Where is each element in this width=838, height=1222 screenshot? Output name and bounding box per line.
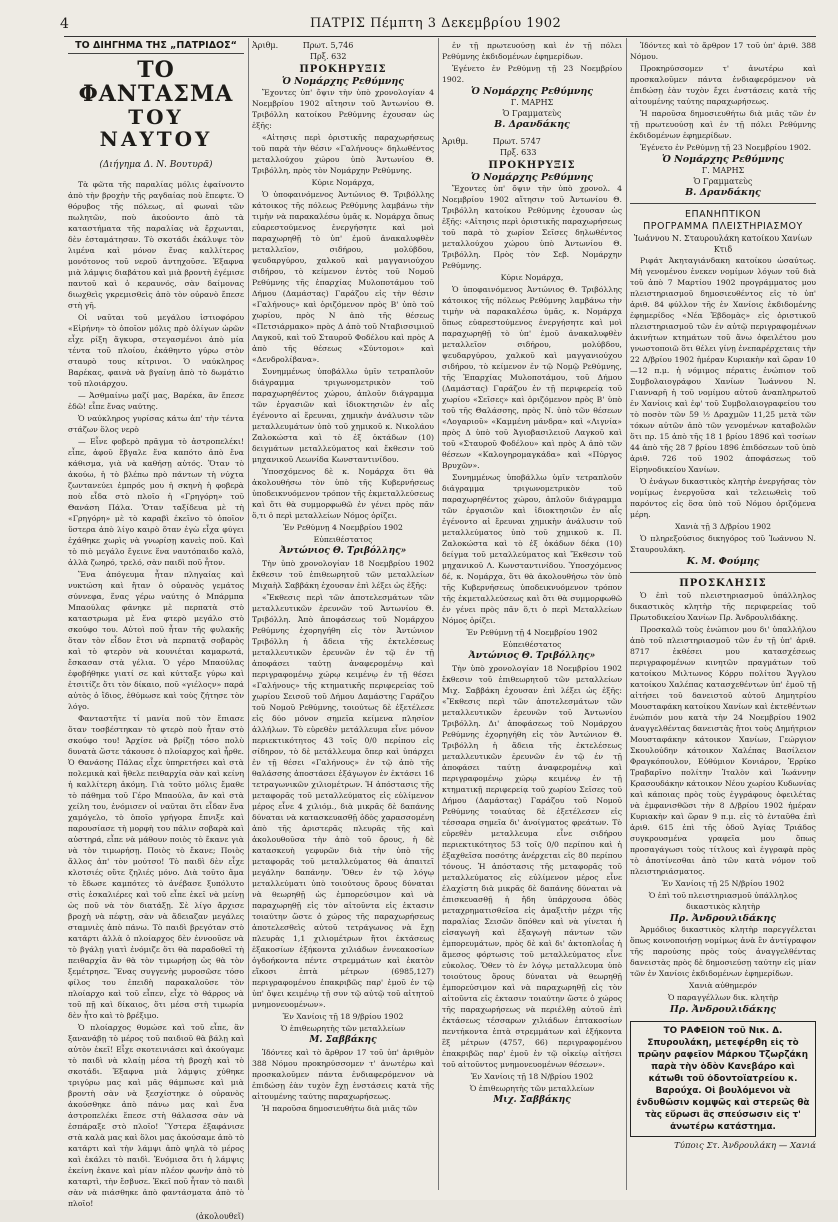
printer-imprint: Τύποις Στ. Ἀνδρουλάκη — Χανιά	[674, 1141, 816, 1151]
summons-heading: ΠΡΟΣΚΛΗΣΙΣ	[679, 578, 767, 589]
proclamation-heading: ΠΡΟΚΗΡΥΞΙΣ	[488, 160, 576, 171]
salutation: Κύριε Νομάρχα,	[311, 178, 375, 187]
proclamation-paragraph: Ὁ ὑποφαινόμενος Ἀντώνιος Θ. Τριβόλλης κάτοικος τῆς πόλεως Ρεθύμνης λαμβάνω τὴν τιμὴν νὰ παρακαλέσω ὑμᾶς κ. Νομάρχα ὅπως εὐαρεστούμενος ἐνεργήσητε καὶ μοὶ παραχωρηθῇ τὸ ὑπ' ἐμοῦ ἀνακαλυφθὲν μεταλλεῖον, σιδήρου, μολύβδου, ψευδαργύρου, χαλκοῦ καὶ μαγγανιούχου σιδήρου, τὸ κείμενον ἐντὸς τοῦ Νομοῦ Ρεθύμνης τῆς ἐπαρχίας Μυλοποτάμου τοῦ Δήμου (Δαμάστας) Γαράζου εἰς τὴν θέσιν «Γαλήνους» καὶ ὁριζόμενον πρὸς Β' ὑπὸ τοῦ χωρίου, πρὸς Ν ἀπὸ τῆς θέσεως «Πετσιάρμακο» πρὸς Δ ἀπὸ τοῦ Νταβισσιμιοῦ Λαγκοῦ, καὶ τοῦ Σταυροῦ Φοδέλου καὶ πρὸς Α ἀπὸ τῆς θέσεως «Σύντομοι» καὶ «Δενδρολίβανα».	[252, 190, 434, 364]
signature: Μ. Σαββάκης	[309, 1035, 377, 1045]
signature: Πρ. Ἀνδρουλιδάκης	[669, 1004, 777, 1015]
tailor-advertisement: ΤΟ ΡΑΦΕΙΟΝ τοῦ Νικ. Δ. Σπυρουλάκη, μετεφέρθη εἰς τὸ πρῶην ραφεῖον Μάρκου Τζωρζάκη παρὰ τὴν ὁδὸν Κανεβάρο καὶ κάτωθι τοῦ ὀδοντοϊατρείου κ. Βαρούχα. Οἱ βουλόμενοι νὰ ἐνδυθῶσιν κομψῶς καὶ στερεῶς θὰ τὰς εὕρωσι ἂς σπεύσωσιν εἰς τ' ἀνωτέρω κατάστημα.	[630, 1021, 816, 1137]
story-paragraph: Ὁ ναύκληρος γυρίσας κάτω ἀπ' τὴν τέντα στάζων ὅλος νερὸ	[68, 414, 244, 434]
notice-paragraph: Ὁ ἐπὶ τοῦ πλειστηριασμοῦ ὑπάλληλος δικαστικὸς κλητὴρ τῆς περιφερείας τοῦ Πρωτοδικείου Χανίων Πρ. Ἀνδρουλιδάκης.	[630, 591, 816, 622]
ref-arith-label: Ἀριθμ.	[442, 137, 469, 146]
story-paragraph: Οἱ ναῦται τοῦ μεγάλου ἱστιοφόρου «Εἰρήνη» τὸ ὁποῖον μόλις πρὸ ὀλίγων ὡρῶν εἶχε ρίξη ἄγκυρα, στεγασμένοι ἀπὸ μία τέντα τοῦ πλοίου, ἐκάθηντο γύρω στὸν σταυρὸ τους κίτρινοι. Ὁ ναύκληρος Βαρέκας, φαινὰ νὰ βγαίνῃ ἀπὸ τὸ δωμάτιο τοῦ πλοιάρχου.	[68, 313, 244, 388]
proclamation-column-1	[252, 40, 434, 1190]
proclamation-paragraph: Συνημμένως ὑποβάλλω ὑμῖν τετραπλοῦν διάγραμμα τριγωνομετρικὸν τοῦ παραχωρηθέντος χώρου, ἁπλοῦν διάγραμμα τῶν ἐργασιῶν καὶ ἰδιοκτησιῶν ἐν αἷς ἐγένοντο αἱ ἔρευναι χημικὴν ἀνάλυσιν τοῦ μεταλλεύματος ὑπὸ τοῦ χημικοῦ κ. Π. Ζαλοκώστα καὶ τὸ ἐξ ὀκάδων δέκα (10) δείγμα τοῦ μεταλλεύματος καὶ Ἔκθεσιν τοῦ μηχανικοῦ Λ. Κωνσταντινίδου. Ὑποσχόμενος δέ, κ. Νομάρχα, ὅτι θὰ ἀκολουθήσω τὸν ὑπὸ τῆς Κυβερνήσεως ὑποδεικνυόμενον τρόπον τῆς ἐκμεταλλεύσεως καὶ ὅτι θὰ συμμορφωθῶ ἐν γένει πρὸς πᾶν ὅ,τι ὁ περὶ Μεταλλείων Νόμος ὁρίζει.	[442, 473, 622, 625]
issuing-authority: Ὁ Νομάρχης Ρεθύμνης	[470, 86, 594, 97]
signature: Ἀντώνιος Θ. Τριβόλλης»	[468, 651, 596, 661]
reference-numbers	[442, 136, 622, 158]
closing: Εὐπειθέστατος	[313, 535, 373, 544]
masthead-rule	[64, 36, 816, 37]
dateline: Ἐν Ρεθύμνῃ 4 Νοεμβρίου 1902	[283, 523, 403, 532]
story-title-line1: ΤΟ ΦΑΝΤΑΣΜΑ	[78, 57, 234, 107]
story-column	[68, 40, 244, 1221]
inspector-title: Ὁ ἐπιθεωρητὴς τῶν μεταλλείων	[280, 1024, 406, 1033]
issuing-authority: Ὁ Νομάρχης Ρεθύμνης	[470, 172, 594, 183]
story-paragraph: Τὰ φῶτα τῆς παραλίας μόλις ἐφαίνοντο ἀπὸ τὴν βροχὴν τῆς ραγδαίας ποὺ ἔπεφτε. Ὁ θόρυβος τῆς πόλεως, αἱ φωναὶ τῶν πωλητῶν, ποὺ ἀκούοντο ἀπὸ τὰ καταστήματα τῆς παραλίας νὰ ἔρχωνται, δὲν ἐσταμάτησαν. Τὸ σκοτάδι ἐκάλυψε τὸν λιμένα καὶ μόνον ἕνας καλλίτερος μονότονος τοῦ νεροῦ ἀντηχοῦσε. Ἐξαφνα μιὰ λάμψις διαβάτου καὶ μιὰ βροντὴ ἐγέμισε παντοῦ καὶ ὁ κεραυνός, σὰν δαίμονας διωχθεὶς γκρεμισθεὶς ἀπὸ τὸν οὐρανὸ ἔπεσε στὴ γῆ.	[68, 180, 244, 310]
secretary-label: Ὁ Γραμματεὺς	[693, 177, 753, 186]
notice-paragraph: Ὁ ἐνάγων δικαστικὸς κλητὴρ ἐνεργήσας τὸν νομίμως ἐνεργοῦσα καὶ τελειωθεὶς τοῦ παρόντος εἰς ὅσα ὑπὸ τοῦ Νόμου ὁριζόμενα μέρη.	[630, 477, 816, 519]
proclamation-paragraph: «Ἔκθεσις περὶ τῶν ἀποτελεσμάτων τῶν μεταλλευτικῶν ἐρευνῶν τοῦ Ἀντωνίου Θ. Τριβόλλη. Ἀπὸ ἀποφάσεως τοῦ Νομάρχου Ρεθύμνης ἐχορηγήθη εἰς τὸν Ἀντώνιον Τριβόλλη ἡ ἄδεια τῆς ἐκτελέσεως μεταλλευτικῶν ἐρευνῶν ἐν τῷ ἐν τῇ ἀποφάσει ταύτῃ ἀναφερομένῳ καὶ περιγραφομένῳ χώρῳ κειμένῳ ἐν τῇ θέσει «Γαλήνους» τῆς κτηματικῆς περιφερείας τοῦ χωρίου Σεισοῦ τοῦ Δήμου Δαμάστης Γαράζου τοῦ Νομοῦ Ρεθύμνης, τοιούτως δὲ ἐξετέλεσε εἰς δύο μόνον σημεῖα κείμενα πλησίον ἀλλήλων. Τὸ εὑρεθὲν μετάλλευμα εἶνε μόνον περιεκτικότητος 43 τοῖς 0/0 περίπου εἰς σίδηρον, τὸ δὲ μετάλλευμα ὅπερ καὶ ὑπάρχει ἐν τῇ θέσει «Γαλήνους» ἐν τῷ ἀπὸ τῆς θαλάσσης ἀποστάσει ἐξάγωγον ἐν ἐκτάσει 16 τετραγωνικῶν χιλιομέτρων. Ἡ ἀπόστασις τῆς μεταφορᾶς τοῦ μεταλλεύματος εἰς εὐλίμενον μέρος εἶνε 4 χιλιόμ., διὰ μικρᾶς δὲ δαπάνης δύναται νὰ κατασκευασθῇ ὁδὸς χαρασσομένη ἀπὸ τῆς ἀριστερᾶς πλευρᾶς τῆς καὶ ἀκολουθοῦσα τὴν ἀπὸ τοῦ ὄρους, ἡ δὲ κατασκευὴ γεφυρῶν διὰ τὴν ὑπὸ τῆς μεταφορᾶς τοῦ μεταλλεύματος θὰ ἀπαιτεῖ μεγάλην δαπάνην. Ὅθεν ἐν τῷ λόγῳ μεταλλεύματι ὑπὸ τοιούτους ὅρους δύναται νὰ θεωρηθῇ ὡς ἐμπορεύσιμον καὶ νὰ παραχωρηθῇ εἰς τὸν αἰτοῦντα εἰς ἐκτασιν τοιαύτην ὥστε ὁ χώρος τῆς παραχωρήσεως ἀποτελεσθεὶς αὐτοῦ τετράγωνος νὰ ἔχῃ πλευρὰς 1,1 χιλιομέτρων ἤτοι ἐκτάσεως ἑξακοσίων ἑξήκοντα χιλιάδων ἐννεακοσίων ὀγδοήκοντα πέντε στρεμμάτων καὶ ἑκατὸν εἴκοσι ἑπτὰ μέτρων (6985,127) περιγραφομένου ἐπακριβῶς παρ' ἐμοῦ ἐν τῷ ὑπ' ὄψει κειμένῳ τῇ συν τῷ αὐτῷ τοῦ αἰτητοῦ μνημονευομένων».	[252, 593, 434, 1009]
story-paragraph: — Ἀσθμαίνω μαζί μας, Βαρέκα, ἂν ἔπεσε ἐδῶ! εἶπε ἕνας ναύτης.	[68, 391, 244, 411]
signature: Μιχ. Σαββάκης	[493, 1095, 571, 1105]
signature: Κ. Μ. Φούμης	[686, 556, 760, 567]
proclamation-heading: ΠΡΟΚΗΡΥΞΙΣ	[299, 64, 387, 75]
auction-subheading: Ἰωάννου Ν. Σταυρουλάκη κατοίκου Χανίων Κτιδ	[633, 234, 813, 254]
proclamation-paragraph: Ἔχοντες ὑπ' ὄψιν τὴν ὑπὸ χρονολογίαν 4 Νοεμβρίου 1902 αἴτησιν τοῦ Ἀντωνίου Θ. Τριβόλλη κατοίκου Ρεθύμνης ἐχουσαν ὡς ἑξῆς:	[252, 88, 434, 130]
notice-paragraph: Ἀρμόδιος δικαστικὸς κλητὴρ παρεγγέλεται ὅπως κοινοποιήσῃ νομίμως ἀνὰ ἓν ἀντίγραφον τῆς παρούσης πρὸς τοὺς ἀναγγελθέντας δανειστὰς πρὸς δὲ δημοσιεύσῃ ταύτην εἰς μίαν τῶν ἐν Χανίοις ἐκδιδομένων ἐφημερίδων.	[630, 925, 816, 978]
notice-divider	[630, 572, 816, 573]
dateline: Χανιὰ τῇ 3 Δ/βρίου 1902	[674, 522, 772, 531]
secretary-name: Β. Δρανδάκης	[494, 119, 570, 130]
ref-prax: Πρξ. 632	[310, 52, 347, 61]
authority-name: Γ. ΜΑΡΗΣ	[701, 166, 745, 175]
proclamation-paragraph: Ὁ ὑποφαινόμενος Ἀντώνιος Θ. Τριβόλλης κάτοικος τῆς πόλεως Ρεθύμνης λαμβάνω τὴν τιμὴν νὰ παρακαλέσω ὑμᾶς, κ. Νομάρχα ὅπως εὐαρεστούμενος ἐνεργήσητε καὶ μοὶ παραχωρηθῇ τὸ ὑπ' ἐμοῦ ἀνακαλυφθὲν μεταλλεῖον σιδήρου, μολύβδου, ψευδαργύρου, χαλκοῦ καὶ μαγγανιούχου σιδήρου, τὸ κείμενον ἐν τῷ Νομῷ Ρεθύμνης, τῆς Ἐπαρχίας Μυλοποτάμου, τοῦ Δήμου (Δαμάστας) Γαράζου ἐν τῇ περιφερείᾳ τοῦ χωρίου «Σεῖσες» καὶ ὁριζόμενον πρὸς Β' ὑπὸ τοῦ τῆς Θαλάσσης, πρὸς Ν. ὑπὸ τῶν θέσεων «Λογαριοῦ» «Καμμένη μάνδρα» καὶ «Λιγνία» πρὸς Δ ὑπὸ τοῦ Ἀγιοβασιλειοῦ Λαγκοῦ καὶ τοῦ «Σταυροῦ Φοδέλου» καὶ πρὸς Α ἀπὸ τῶν θέσεων «Καλογηρομαγκάδα» καὶ «Πύργος Βρυχῶν».	[442, 285, 622, 470]
inspector-title: Ὁ ἐπιθεωρητὴς τῶν μεταλλείων	[469, 1084, 595, 1093]
proclamation-paragraph: Ὑποσχόμενος δὲ κ. Νομάρχα ὅτι θὰ ἀκολουθήσω τὸν ὑπὸ τῆς Κυβερνήσεως ὑποδεικνυόμενον τρόπον τῆς ἐκμεταλλεύσεως καὶ ὅτι θὰ συμμορφωθῶ ἐν γένει πρὸς πᾶν ὅ,τι ὁ περὶ μεταλλείων Νόμος ὁρίζει.	[252, 467, 434, 520]
ref-arith-label: Ἀριθμ.	[252, 41, 279, 50]
proclamation-paragraph: Τὴν ὑπὸ χρονολογίαν 18 Νοεμβρίου 1902 ἔκθεσιν τοῦ ἐπιθεωρητοῦ τῶν μεταλλείων Μιχαὴλ Σαββάκη ἐχουσαν ἐπὶ λέξει ὡς ἑξῆς:	[252, 559, 434, 590]
story-paragraph: Ἕνα ἀπόγευμα ἦταν πληγαίας καὶ νυκτώση καὶ ἤταν ὁ οὐρανὸς γεμάτος σύννεφα, ἕνας γέρω ναύτης ὁ Μπάρμπα Μπαούλας φάνηκε μὲ περπατὰ στὸ καταστρωμα μὲ ἕνα φτερὸ μεγάλο στὸ σκούφο του. Αὐτοὶ ποῦ ἦταν τῆς φυλακῆς ὅταν τὸν εἶδον ἔτσι νὰ περπατᾷ σοβαρὸς καὶ τὸ φτερὸν νὰ κουνιέται καμαρωτά, ἔσκασαν στὰ γέλια. Ὁ γέρο Μπαούλας ἐφοβήθηκε γιατί σε καὶ κύτταξε γύρω καὶ ἐτσιτίζε ὅτι τὸν δίκαιο, ποῦ «γιέλοςν» παρά αὐτὸς ὁ ἴδιος, ἐθύμωσε καὶ τοὺς ζήτησε τὸν λόγο.	[68, 570, 244, 711]
ref-prax: Πρξ. 633	[500, 148, 537, 157]
notice-paragraph: Ἡ παροῦσα δημοσιευθήτω διὰ μιᾶς τῶν ἐν τῇ πρωτευούσῃ καὶ ἐν τῇ πόλει Ρεθύμνης ἐκδιδομένων ἐφημερίδων.	[630, 109, 816, 140]
story-paragraph: Φανταστῆτε τί μανία ποῦ τὸν ἔπιασε ὅταν τοσβέστηκαν τὸ φτερὸ ποὺ ἦταν στὸ σκούφο του! Ἀρχίσε νὰ βρίζῃ τόσο πολὺ δυνατὰ ὥστε τάκουσε ὁ πλοίαρχος καὶ ἦρθε. Ὁ Θανάσης Πάλας εἶχε ὑπηρετήσει καὶ στὰ πολεμικὰ καὶ ἤθελε πειθαρχία σὰν καὶ κείνη ἡ καλλίτερη ἀκόμη. Γιὰ τοῦτο μόλις ἔμαθε τὸ πάθημα τοῦ Γέρο Μπαούλα, ἄν καὶ στὰ χείλη του, ἐνόμισεν οἱ ναῦται ὅτι εἶδαν ἕνα χαμόγελο, τὸ ὁποῖο γρήγορα ἔπνιξε καὶ παρουσίασε τὴ μορφὴ του πάλιν σοβαρὰ καὶ αὐστηρά, εἶπε νὰ μάθουν ποιὸς τὸ ἔκανε γιὰ νὰ τὸν τιμωρήσῃ. Ποιὸς τὸ ἔκανε; Ποιὸς ἄλλος ἀπ' τὸν μούτσο! Τὸ παιδὶ δὲν εἶχε κλοτσιές οὔτε ζηλιές μόνο. Διὰ τοῦτο ἅμα τὸ ἔδωσε καμπότες τὸ ἀνέβασε ξυπόλυτο στὶς ἐσκαλιέρες καὶ τοῦ εἶπε ἐκεῖ νὰ μείνῃ ὡς ποῦ νὰ τὸν διατάξῃ. Σὲ λίγο ἄρχισε βροχὴ νὰ πέφτῃ, σὰν νὰ ἄδειαζαν μεγάλες σταμνιὲς ἀπὸ πάνω. Τὸ παιδὶ βρεγόταν στὸ κατάρτι ἀλλὰ ὁ πλοίαρχος δὲν ἐννοοῦσε νὰ τὸ βγάλῃ γιατὶ ἐνόμιζε ὅτι θὰ παραδοθεῖ τὴ πειθαρχία ἂν θὰ τὸν τιμωρήσῃ ὡς θὰ τὸν ξεμέτρησε. Ἕνας συγγενὴς μυροσῶσε τόσο φίλος του ἐπειδὴ παρακαλοῦσε τὸν πλοίαρχο καὶ τοῦ εἶπεν, εἶχε τὸ θάρρος νὰ τοῦ πῇ καὶ δίκαιος, ὅτι μέσα στὴ τιμωρία δὲν ἦτο καὶ τὸ βρέξιμο.	[68, 714, 244, 1020]
proclamation-paragraph: ἐν τῇ πρωτευούσῃ καὶ ἐν τῇ πόλει Ρεθύμνης ἐκδιδομένων ἐφημερίδων.	[442, 41, 622, 61]
story-continued: (ἀκολουθεῖ)	[195, 1212, 244, 1221]
dateline: Ἐν Ρεθύμνῃ τῇ 4 Νοεμβρίου 1902	[466, 628, 598, 637]
masthead	[60, 16, 820, 34]
story-byline: (Διήγημα Δ. Ν. Βουτυρᾶ)	[99, 160, 213, 170]
story-title-line2: ΤΟΥ ΝΑΥΤΟΥ	[99, 105, 213, 151]
proclamation-column-2	[442, 40, 622, 1190]
notice-paragraph: Προκηρύσσομεν τ' ἀνωτέρω καὶ προσκαλοῦμεν πάντα ἐνδιαφερόμενον νὰ ἐπιδώσῃ ἐὰν τυχὸν ἔχει ἐνστάσεις κατὰ τῆς αἰτουμένης ταύτης παραχωρήσεως.	[630, 64, 816, 106]
notice-divider	[630, 203, 816, 204]
signature: Ἀντώνιος Θ. Τριβόλλης»	[279, 546, 407, 556]
auction-heading-line1: ΕΠΑΝΗΠΤΙΚΟΝ	[685, 209, 761, 220]
dateline: Ἐν Χανίοις τῇ 18 9/βρίου 1902	[282, 1012, 404, 1021]
notice-paragraph: Προσκαλῶ τοὺς ἑνώπιον μου δι' ὑπαλλήλου ἀπὸ τοῦ πλειστηριασμοῦ τῶν ἐν τῇ ὑπ' ἀριθ. 8717 ἐκθέσει μου κατασχέσεως περιγραφομένων κινητῶν πραγμάτων τοῦ κατοίκου Μιλτωνος Κόρρυ πολίτου Ἄγγλου κατοίκου Χαλέπας κατασχεθέντων ὑπ' ἐμοῦ τῇ αἰτήσει τοῦ δανειστοῦ αὐτοῦ Δημητρίου Μουσταφάκη κατοίκου Χανίων καὶ ἐκτεθέντων ἐνώπιόν μου κατὰ τὴν 24 Νοεμβρίου 1902 ἀναγγελθέντας δανειστὰς ἤτοι τοὺς Δημήτριον Μουσταφάκην κάτοικον Χανίων, Γεώργιον Σκουλούδην κάτοικον Χαλέπας Βασίλειον Φραγκόπουλον, Εὐθύμιον Κονιάρον, Ἐρρίκο Τραβαρῖνο πολίτην Ἰταλὸν καὶ Ἰωάννην Κρασουδάκην κάτοικον Νέου χωρίου Κυδωνίας καὶ κάποιας πρὸς τοὺς ἐγγράφους ὀφειλέτας νὰ ἐμφανισθῶσι τὴν 8 Δ/βρίου 1902 ἡμέραν Κυριακὴν καὶ ὥραν 9 π.μ. εἰς τὸ ἐνταῦθα ἐπὶ ἀριθ. 615 ἐπὶ τῆς ὁδοῦ Ἀγίας Τριάδος συγκρουσμένα γραφεῖα μου ὅπως προσαγάγωσι τοὺς τίτλους καὶ ἐγγραφὰ πρὸς τὸ ἀποτίνεσθαι ἀπὸ τῶν κατὰ νόμον τοῦ πλειστηριάσματος.	[630, 625, 816, 876]
proclamation-paragraph: Ἰδόντες καὶ τὸ ἄρθρον 17 τοῦ ὑπ' ἀριθμὸν 388 Νόμου προκηρύσσομεν τ' ἀνωτέρω καὶ προσκαλοῦμεν πάντα ἐνδιαφερόμενον νὰ ἐπιδώσῃ ἐὰν τυχὸν ἔχῃ ἐνστάσεις κατὰ τῆς αἰτουμένης ταύτης παραχωρήσεως.	[252, 1048, 434, 1101]
notices-column	[630, 40, 816, 1190]
notice-paragraph: Ριφάτ Ἀκηταγιάνδακη κατοίκου ὡσαύτως. Μὴ γενομένου ἐνεκεν νομίμων λόγων τοῦ διὰ τοῦ ἀπὸ 7 Μαρτίου 1902 προγράμματος μου πλειστηριασμοῦ δημοσιευθέντος εἰς τὸ ὑπ' ἀριθ. 84 φύλλον τῆς ἐν Χανίοις ἐκδιδομένης ἐφημερίδος «Νέα Ἑβδομὰς» εἰς ὁριστικοῦ πλειστηριασμοῦ τῶν ἐν αὐτῷ περιγραφομένων ἀκινήτων κτημάτων τοῦ ἄνω ὀφειλέτου μου γνωστοποιῶ ὅτι θέλει γίνῃ ἐνεπαρέρχεταις τὴν 22 Δ/βρίου 1902 ἡμέραν Κυριακὴν καὶ ὥραν 10—12 π.μ. ἡ νόμιμος πέρατις ἐνώπιον τοῦ Συμβολαιογράφου Χανίων Ἰωάννου Ν. Γιανναρῆ ἡ τοῦ νομίμου αὐτοῦ ἀναπληρωτοῦ ἐν Χανίοις καὶ ἐφ' τοῦ Συμβολαιογραφείου του τὸ ποσὸν τῶν 59 ½ Δραχμῶν 11,25 μετὰ τῶν τόκων αὐτῶν ἀπὸ τῶν γενομένων καταβολῶν ὅτι πρ. 15 ἀπὸ τῆς 18 1 βρίου 1896 καὶ τοσίων 44 ἀπὸ τῆς 28 7 βρίου 1896 ἐπιδόσεων τοῦ ὑπὸ ἀριθ. 726 τοῦ 1902 ἀποφάσεως τοῦ Εἰρηνοδικείου Χανίων.	[630, 256, 816, 474]
notice-paragraph: Ἐγένετο ἐν Ρεθύμνῃ τῇ 23 Νοεμβρίου 1902.	[640, 143, 812, 152]
notice-paragraph: Ὁ πληρεξούσιος δικηγόρος τοῦ Ἰωάννου Ν. Σταυρουλάκη.	[630, 534, 816, 554]
auction-heading-line2: ΠΡΟΓΡΑΜΜΑ ΠΛΕΙΣΤΗΡΙΑΣΜΟΥ	[643, 221, 803, 232]
authority-name: Γ. ΜΑΡΗΣ	[510, 98, 554, 107]
official-title: Ὁ ἐπὶ τοῦ πλειστηριασμοῦ ὑπάλληλος δικαστικὸς κλητὴρ	[648, 891, 798, 911]
story-kicker: ΤΟ ΔΙΗΓΗΜΑ ΤΗΣ „ΠΑΤΡΙΔΟΣ“	[68, 40, 244, 54]
official-title: Ὁ παραγγέλλων δικ. κλητὴρ	[667, 993, 779, 1002]
reference-numbers	[252, 40, 434, 62]
story-paragraph: — Εἶνε φοβερὸ πρᾶγμα τὸ ἀστροπελέκι! εἶπε, ἀφοῦ ἔβγαλε ἕνα καπότο ἀπὸ ἔνα κάθισμα, γιὰ νὰ καθήσῃ αὐτός. Ὅταν τὸ ἀκούω, ἡ τὸ βλέπω πρὸ πάντων τὴ νύχτα ζωντανεύει ἐμπρός μου ἡ σκηνὴ ἡ φοβερὰ ποὺ εἶδα στὸ πλοῖο ἡ «Γρηγόρη» τοῦ Θανάση Πάλα. Ὅταν ταξίδευα μὲ τὴ «Γρηγόρη» μὲ τὸ καραβὶ ἐκεῖνο τὸ ὁποῖον ὕστερα ἀπὸ λίγο καιρὸ ὅταν ἐγὼ εἶχα φύγει ἐχάθηκε χωρὶς νὰ γνωρίσῃ κανεὶς ποῦ. Καὶ τὸ πιὸ μεγάλο ἔγεινε ἕνα ναυτόπαιδο καλὸ, ἀλλὰ ζωηρό, τρελό, σὰν παιδὶ ποῦ ἦτον.	[68, 437, 244, 567]
proclamation-paragraph: Τὴν ὑπὸ χρονολογίαν 18 Νοεμβρίου 1902 ἔκθεσιν τοῦ ἐπιθεωρητοῦ τῶν μεταλλείων Μιχ. Σαββάκη ἐχουσαν ἐπὶ λέξει ὡς ἑξῆς: «Ἔκθεσις περὶ τῶν ἀποτελεσμάτων τῶν μεταλλευτικῶν ἐρευνῶν τοῦ Ἀντωνίου Τριβόλλη. Δι' ἀποφάσεως τοῦ Νομάρχου Ρεθύμνης ἐχορηγήθη εἰς τὸν Ἀντώνιον Θ. Τριβόλλη ἡ ἄδεια τῆς ἐκτελέσεως μεταλλευτικῶν ἐρευνῶν ἐν τῷ ἐν τῇ ἀποφάσει ταύτῃ ἀναφερομένῳ καὶ περιγραφομένῳ χώρῳ κειμένῳ ἐν τῇ κτηματικῇ περιφερείᾳ τοῦ χωρίου Σεῖσες τοῦ Δήμου (Δαμάστας) Γαράζου τοῦ Νομοῦ Ρεθύμνης τοιαύτας δὲ ἐξετέλεσεν εἰς τέσσαρα σημεῖα δι' ἀνοίγματος φρεάτων. Τὸ εὑρεθὲν μεταλλευμα εἶνε σιδήρου περιεκτικότητος 53 τοῖς 0/0 περίπου καὶ ἡ ἐξαχθεῖσα ποσότης ἀνέρχεται εἰς 80 περίπου τόνους. Ἡ ἀπόστασις τῆς μεταφορᾶς τοῦ μεταλλεύματος εἰς εὐλίμενον μέρος εἶνε ἐλαχίστη διὰ μικρᾶς δὲ δαπάνης δύναται νὰ ἐπισκευασθῇ ἡ ἤδη ὑπάρχουσα ὁδὸς μεταχρηματισθεῖσα εἰς ἁμαξιτὴν μέχρι τῆς παραλίας Σεισῶν ὅπόθεν καὶ νὰ γίνεται ἡ εἰσαγωγὴ καὶ ἐξαγωγὴ πάντων τῶν ἐμπορευμάτων, πρὸς δὲ καὶ δι' ἀκτοπλοΐας ἡ ἄμεσος φόρτωσις τοῦ μεταλλεύματος εἶνε εὐκολος. Ὅθεν τὸ ἐν λόγῳ μεταλλευμα ὑπὸ τοιούτους ὅρους δύναται νὰ θεωρηθῇ ἐμπορεύσιμον καὶ νὰ παραχωρηθῇ εἰς τὸν αἰτοῦντα εἰς ἐκτασιν τοιαύτην ὥστε ὁ χώρος τῆς παραχωρήσεως νὰ περιέλθῃ αὐτοῦ ἐπὶ ἐκτάσεως τέσσαρων χιλιάδων ἑπτακοσίων πεντήκοντα ἑπτὰ στρεμμάτων καὶ ἑξήκοντα ἓξ μέτρων (4757, 66) περιγραφομένου ἐπακριβῶς παρ' ἐμοῦ ἐν τῷ οἰκείῳ αἰτήσει τοῦ αἰτοῦντος μνημονευομένων θέσεων».	[442, 664, 622, 1069]
notice-paragraph: Ἰδόντες καὶ τὸ ἄρθρον 17 τοῦ ὑπ' ἀριθ. 388 Νόμου.	[630, 41, 816, 61]
dateline: Χανιὰ αὐθημερόν	[689, 981, 757, 990]
dateline: Ἐν Χανίοις τῇ 25 Ν/βρίου 1902	[661, 879, 785, 888]
ref-prot: Πρωτ. 5,746	[302, 41, 354, 50]
issuing-authority: Ὁ Νομάρχης Ρεθύμνης	[281, 76, 405, 87]
page-number: 4	[60, 16, 70, 32]
proclamation-paragraph: Ἐγένετο ἐν Ρεθύμνῃ τῇ 23 Νοεμβρίου 1902.	[442, 64, 622, 84]
ref-prot: Πρωτ. 5747	[492, 137, 541, 146]
salutation: Κύριε Νομάρχα,	[500, 273, 564, 282]
proclamation-paragraph: Συνημμένως ὑποβάλλω ὑμῖν τετραπλοῦν διάγραμμα τριγωνομετρικὸν τοῦ παραχωρηθέντος χώρου, ἁπλοῦν διάγραμμα τῶν ἐργασιῶν καὶ ἰδιοκτησιῶν ἐν αἷς ἐγένοντο αἱ ἔρευναι, χημικὴν ἀνάλυσιν τῶν μεταλλευμάτων ὑπὸ τοῦ χημικοῦ κ. Νικολάου Ζαλοκώστα καὶ τὸ ἐξ ὀκτάδων (10) δειγμάτων μεταλλεύματος καὶ ἔκθεσιν τοῦ μηχανικοῦ Λεωνίδα Κωνσταντινίδου.	[252, 367, 434, 464]
column-divider	[248, 38, 249, 1190]
proclamation-paragraph: «Αἰτησις περὶ ὁριστικῆς παραχωρήσεως τοῦ παρὰ τὴν θέσιν «Γαλήνους» δηλωθέντος μεταλλούχου χώρου ὑπὸ Ἀντωνίου Θ. Τριβόλλη, πρὸς τὸν Νομάρχην Ρεθύμνης.	[252, 133, 434, 175]
proclamation-paragraph: Ἡ παροῦσα δημοσιευθήτω διὰ μιᾶς τῶν	[262, 1104, 418, 1113]
dateline: Ἐν Χανίοις τῇ 18 Ν/βρίου 1902	[470, 1072, 594, 1081]
column-divider	[438, 38, 439, 1190]
story-paragraph: Ὁ πλοίαρχος θυμώσε καὶ τοῦ εἶπε, ἂν ξανανάβῃ τὸ μέρος τοῦ παιδιοῦ θὰ βάλῃ καὶ αὐτὸν ἐκεῖ! Εἶχε σκοτεινιάσει καὶ ἀκούγαμε τὸ παιδὶ νὰ κλαίῃ μέσα τὴ βροχὴ καὶ τὸ σκοτάδι. Ἐξαφνα μιὰ λάμψις χύθηκε τριγύρω μας καὶ μᾶς θάμπωσε καὶ μιὰ βροντὴ σὰν νὰ ξεσχίστηκε ὁ οὐρανὸς ἀκούσθηκε ἀπὸ πάνω μας καὶ ἕνα ἀστροπελέκι ἔπεσε στὴ θάλασσα σὰν νὰ ἐσπάραξε στὸ πλοῖο! Ὕστερα ἐξαφάνισε στὰ καλὰ μας καὶ ὅλοι μας ἀκούσαμε ἀπὸ τὸ κατάρτι καὶ τὴν λάμψι ἀπὸ ψηλὰ τὸ μέρος καὶ ἐκάλει τὸ παιδὶ. Ἐνόμισα ὅτι ἡ λάμψις ἐκείνη ἐκανε καὶ μίαν πλέον φωνὴν ἀπὸ τὸ καταρτὶ, τὴν ἔσβυσε. Ἐκεῖ ποῦ ἦταν τὸ παιδὶ σὰν νὰ πιάσθηκε ἀπὸ φαντάσματα ἀπὸ τὸ πλοῖο!	[68, 1023, 244, 1208]
secretary-name: Β. Δρανδάκης	[685, 187, 761, 198]
column-divider	[626, 38, 627, 1190]
secretary-label: Ὁ Γραμματεὺς	[502, 109, 562, 118]
proclamation-paragraph: Ἔχοντες ὑπ' ὄψιν τὴν ὑπὸ χρονολ. 4 Νοεμβρίου 1902 αἴτησιν τοῦ Ἀντωνίου Θ. Τριβόλλη κατοίκου Ρεθύμνης ἐχουσαν ὡς ἑξῆς: «Αἰτησις περὶ ὁριστικῆς παραχωρήσεως τοῦ παρὰ τὸ χωρίον Σεῖσες δηλωθέντος μεταλλούχου χώρου ὑπὸ Ἀντωνίου Θ. Τριβόλλη. Πρὸς τὸν Σεβ. Νομάρχην Ρεθύμνης.	[442, 184, 622, 270]
signature: Πρ. Ἀνδρουλιδάκης	[669, 913, 777, 924]
page-title: ΠΑΤΡΙΣ Πέμπτη 3 Δεκεμβρίου 1902	[310, 16, 562, 31]
closing: Εὐπειθέστατος	[502, 640, 562, 649]
issuing-authority: Ὁ Νομάρχης Ρεθύμνης	[661, 154, 785, 165]
